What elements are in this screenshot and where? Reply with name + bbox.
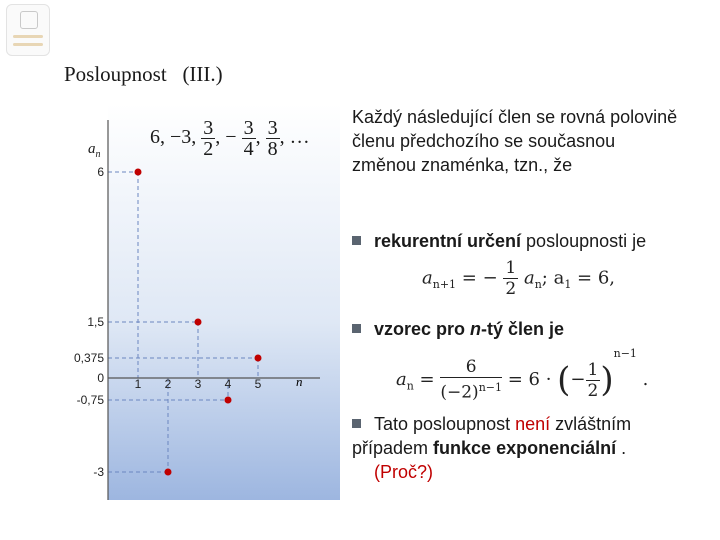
bullet-icon: [352, 324, 361, 333]
formula-eq: =: [413, 369, 441, 390]
formula-sub: 1: [564, 278, 572, 292]
data-point: [255, 355, 262, 362]
bullet-nth-term: [352, 317, 564, 341]
x-axis-label: n: [296, 374, 303, 389]
formula-mid: = 6 ·: [507, 369, 558, 390]
denominator-exp: n−1: [478, 381, 502, 395]
y-tick-label: 1,5: [87, 315, 104, 329]
y-tick-label: -3: [93, 465, 104, 479]
sequence-terms: [150, 118, 310, 159]
formula-var: a: [523, 267, 535, 289]
description-text: Každý následující člen se rovná polovině členu předchozího se současnou změnou znaménka, tzn., že: [352, 107, 678, 175]
data-point: [135, 169, 142, 176]
formula-fraction: [586, 360, 601, 401]
formula-end: .: [636, 369, 649, 390]
formula-fraction: [440, 357, 502, 403]
denominator: 2: [587, 380, 599, 401]
formula-var: a: [422, 267, 433, 289]
denominator: 2: [505, 279, 517, 299]
paren-open: (: [557, 360, 571, 400]
sequence-sep: ,: [255, 126, 261, 149]
formula-sub: n+1: [432, 278, 457, 292]
denominator: 2: [203, 138, 214, 160]
numerator: 3: [267, 117, 278, 139]
data-point: [195, 319, 202, 326]
y-tick-label: -0,75: [76, 393, 104, 407]
x-tick-label: 5: [254, 377, 262, 391]
data-point: [225, 397, 232, 404]
question-text: (Proč?): [374, 462, 434, 482]
sequence-start: 6, −3,: [150, 126, 197, 149]
bullet-text: posloupnosti je: [521, 231, 647, 251]
bullet-recursive: [352, 229, 646, 253]
fraction-term: [266, 118, 280, 159]
numerator: 1: [587, 359, 599, 380]
y-tick-label: 6: [97, 165, 104, 179]
y-tick-label: 0,375: [73, 351, 104, 365]
x-tick-label: 3: [194, 377, 202, 391]
formula-sub: n: [534, 278, 542, 292]
explicit-formula: [396, 347, 648, 403]
numerator: 3: [243, 117, 254, 139]
formula-sub: n: [406, 379, 414, 393]
y-axis-label: $a_n$: [88, 141, 101, 160]
x-tick-label: 4: [224, 377, 232, 391]
bold-text: rekurentní určení: [374, 231, 522, 251]
denominator: 8: [267, 138, 278, 160]
formula-var: a: [396, 369, 407, 390]
bullet-exponential: [352, 412, 692, 484]
bold-text: -tý člen je: [481, 319, 565, 339]
slide-title: Posloupnost (III.): [64, 62, 223, 86]
bullet-icon: [352, 236, 361, 245]
bold-text: funkce exponenciální: [433, 438, 617, 458]
numerator: 1: [505, 258, 517, 278]
sequence-end: , …: [279, 126, 310, 149]
bullet-text: zvláštním případem: [352, 414, 632, 458]
recursive-formula: [422, 258, 615, 299]
formula-exponent: n−1: [613, 347, 637, 360]
formula-eq: = −: [456, 267, 498, 289]
denominator: 4: [243, 138, 254, 160]
x-tick-label: 1: [134, 377, 142, 391]
denominator: [440, 378, 502, 403]
sequence-sep: , −: [215, 126, 237, 149]
numerator: 3: [203, 117, 214, 139]
paren-close: ): [600, 360, 614, 400]
red-text: není: [515, 414, 551, 434]
bullet-text: .: [616, 438, 627, 458]
bold-italic-n: n: [470, 319, 482, 339]
formula-end: = 6,: [571, 267, 616, 289]
fraction-term: [242, 118, 256, 159]
bold-text: vzorec pro: [374, 319, 471, 339]
data-point: [165, 469, 172, 476]
fraction-term: [201, 118, 215, 159]
formula-rest: ; a: [541, 267, 565, 289]
numerator: 6: [440, 357, 502, 378]
bullet-icon: [352, 419, 361, 428]
y-tick-label: 0: [97, 371, 104, 385]
formula-sign: −: [570, 369, 586, 390]
plot-area: [108, 104, 340, 500]
formula-fraction: [503, 258, 518, 299]
x-tick-label: 2: [164, 377, 172, 391]
denominator-base: (−2): [440, 382, 479, 403]
bullet-text: Tato posloupnost: [374, 414, 516, 434]
